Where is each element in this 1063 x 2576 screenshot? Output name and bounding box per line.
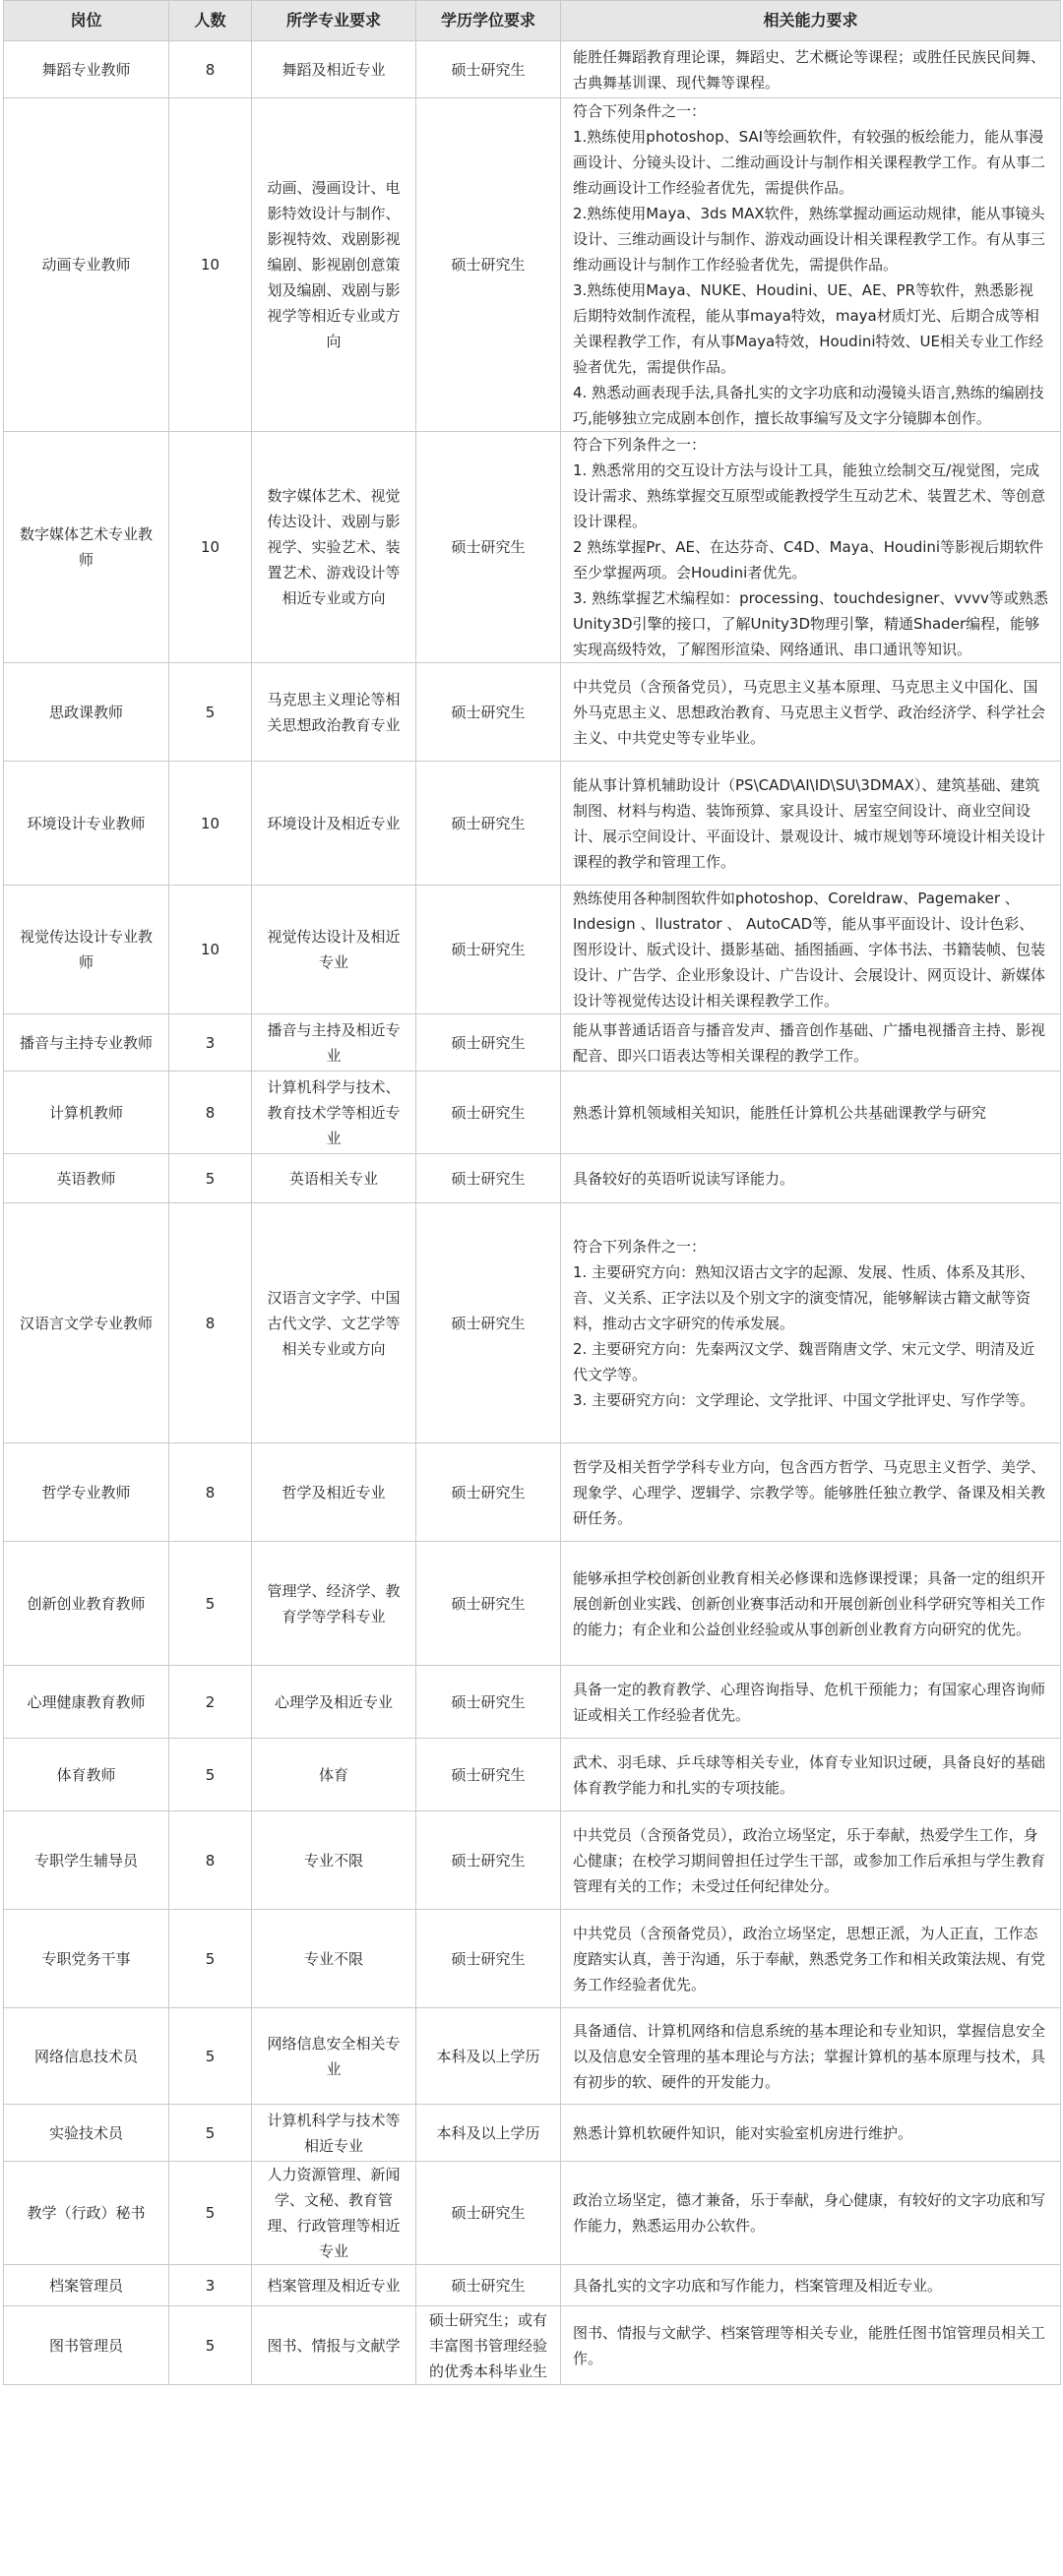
cell-count: 3 bbox=[169, 2265, 252, 2306]
cell-major: 体育 bbox=[252, 1739, 416, 1811]
cell-ability bbox=[561, 1739, 1061, 1811]
cell-degree: 硕士研究生 bbox=[416, 762, 561, 886]
cell-position: 实验技术员 bbox=[4, 2105, 169, 2162]
table-row bbox=[4, 2162, 1061, 2265]
cell-degree: 硕士研究生 bbox=[416, 1739, 561, 1811]
cell-position: 英语教师 bbox=[4, 1154, 169, 1203]
table-row bbox=[4, 2105, 1061, 2162]
ability-line: 具备较好的英语听说读写译能力。 bbox=[573, 1169, 795, 1188]
cell-count: 8 bbox=[169, 1072, 252, 1154]
cell-ability bbox=[561, 1014, 1061, 1072]
cell-position: 教学（行政）秘书 bbox=[4, 2162, 169, 2265]
cell-degree: 硕士研究生 bbox=[416, 1910, 561, 2008]
cell-ability bbox=[561, 886, 1061, 1014]
cell-count: 3 bbox=[169, 1014, 252, 1072]
cell-ability bbox=[561, 2008, 1061, 2105]
cell-count: 8 bbox=[169, 1811, 252, 1910]
cell-position: 视觉传达设计专业教师 bbox=[4, 886, 169, 1014]
ability-line: 具备通信、计算机网络和信息系统的基本理论和专业知识，掌握信息安全以及信息安全管理的基本理论与方法；掌握计算机的基本原理与技术，具有初步的软、硬件的开发能力。 bbox=[573, 2021, 1046, 2091]
ability-line: 2 熟练掌握Pr、AE、在达芬奇、C4D、Maya、Houdini等影视后期软件至少掌握两项。会Houdini者优先。 bbox=[573, 538, 1044, 582]
cell-ability bbox=[561, 2306, 1061, 2385]
cell-count: 5 bbox=[169, 1542, 252, 1666]
table-row bbox=[4, 1154, 1061, 1203]
ability-line: 具备扎实的文字功底和写作能力，档案管理及相近专业。 bbox=[573, 2276, 943, 2295]
table-row bbox=[4, 432, 1061, 663]
cell-major: 计算机科学与技术等相近专业 bbox=[252, 2105, 416, 2162]
table-row bbox=[4, 1072, 1061, 1154]
cell-count: 10 bbox=[169, 432, 252, 663]
cell-count: 5 bbox=[169, 2306, 252, 2385]
cell-major: 马克思主义理论等相关思想政治教育专业 bbox=[252, 663, 416, 762]
ability-line: 武术、羽毛球、乒乓球等相关专业，体育专业知识过硬，具备良好的基础体育教学能力和扎实的专项技能。 bbox=[573, 1752, 1046, 1797]
cell-count: 8 bbox=[169, 1203, 252, 1443]
header-major: 所学专业要求 bbox=[252, 1, 416, 41]
cell-degree: 硕士研究生 bbox=[416, 886, 561, 1014]
cell-degree: 硕士研究生 bbox=[416, 1072, 561, 1154]
table-row bbox=[4, 1811, 1061, 1910]
header-position: 岗位 bbox=[4, 1, 169, 41]
ability-line: 符合下列条件之一： bbox=[573, 1237, 707, 1256]
table-row bbox=[4, 1014, 1061, 1072]
ability-line: 哲学及相关哲学学科专业方向，包含西方哲学、马克思主义哲学、美学、现象学、心理学、逻辑学、宗教学等。能够胜任独立教学、备课及相关教研任务。 bbox=[573, 1457, 1046, 1527]
ability-line: 1.熟练使用photoshop、SAI等绘画软件，有较强的板绘能力，能从事漫画设计、分镜头设计、二维动画设计与制作相关课程教学工作。有从事二维动画设计工作经验者优先，需提供作品。 bbox=[573, 128, 1046, 197]
ability-line: 2.熟练使用Maya、3ds MAX软件，熟练掌握动画运动规律，能从事镜头设计、三维动画设计与制作、游戏动画设计相关课程教学工作。有从事三维动画设计与制作工作经验者优先，需提供作品。 bbox=[573, 205, 1046, 274]
cell-position: 计算机教师 bbox=[4, 1072, 169, 1154]
table-row bbox=[4, 663, 1061, 762]
cell-count: 5 bbox=[169, 2008, 252, 2105]
cell-major: 心理学及相近专业 bbox=[252, 1666, 416, 1739]
cell-count: 5 bbox=[169, 1910, 252, 2008]
cell-degree: 硕士研究生 bbox=[416, 1811, 561, 1910]
cell-position: 哲学专业教师 bbox=[4, 1443, 169, 1542]
ability-line: 3. 熟练掌握艺术编程如：processing、touchdesigner、vvvv等或熟悉Unity3D引擎的接口，了解Unity3D物理引擎，精通Shader编程，能够实现高级特效，了解图形渲染、网络通讯、串口通讯等知识。 bbox=[573, 589, 1048, 658]
cell-major: 档案管理及相近专业 bbox=[252, 2265, 416, 2306]
cell-count: 2 bbox=[169, 1666, 252, 1739]
cell-degree: 硕士研究生 bbox=[416, 1542, 561, 1666]
cell-position: 网络信息技术员 bbox=[4, 2008, 169, 2105]
ability-line: 政治立场坚定，德才兼备，乐于奉献，身心健康，有较好的文字功底和写作能力，熟悉运用办公软件。 bbox=[573, 2191, 1046, 2235]
cell-ability bbox=[561, 2265, 1061, 2306]
header-row bbox=[4, 1, 1061, 41]
cell-position: 动画专业教师 bbox=[4, 98, 169, 432]
cell-ability bbox=[561, 41, 1061, 98]
ability-line: 熟练使用各种制图软件如photoshop、Coreldraw、Pagemaker 、Indesign 、llustrator 、 AutoCAD等，能从事平面设计、设计色彩、图形设计、版式设计、摄影基础、插图插画、字体书法、书籍装帧、包装设计、广告学、企业形象设计、广告设计、会展设计、网页设计、新媒体设计等视觉传达设计相关课程教学工作。 bbox=[573, 889, 1046, 1010]
cell-major: 专业不限 bbox=[252, 1910, 416, 2008]
cell-major: 图书、情报与文献学 bbox=[252, 2306, 416, 2385]
cell-degree: 硕士研究生 bbox=[416, 1443, 561, 1542]
ability-line: 具备一定的教育教学、心理咨询指导、危机干预能力；有国家心理咨询师证或相关工作经验者优先。 bbox=[573, 1680, 1046, 1724]
cell-ability bbox=[561, 1666, 1061, 1739]
cell-position: 体育教师 bbox=[4, 1739, 169, 1811]
cell-count: 5 bbox=[169, 2105, 252, 2162]
cell-count: 8 bbox=[169, 41, 252, 98]
ability-line: 1. 主要研究方向：熟知汉语古文字的起源、发展、性质、体系及其形、音、义关系、正字法以及个别文字的演变情况，能够解读古籍文献等资料，推动古文字研究的传承发展。 bbox=[573, 1262, 1035, 1332]
ability-line: 能够承担学校创新创业教育相关必修课和选修课授课；具备一定的组织开展创新创业实践、创新创业赛事活动和开展创新创业科学研究等相关工作的能力；有企业和公益创业经验或从事创新创业教育方向研究的优先。 bbox=[573, 1568, 1046, 1638]
cell-ability bbox=[561, 1811, 1061, 1910]
table-row bbox=[4, 1443, 1061, 1542]
table-row bbox=[4, 1739, 1061, 1811]
table-row bbox=[4, 2008, 1061, 2105]
cell-major: 汉语言文字学、中国古代文学、文艺学等相关专业或方向 bbox=[252, 1203, 416, 1443]
cell-ability bbox=[561, 663, 1061, 762]
cell-degree: 硕士研究生 bbox=[416, 1203, 561, 1443]
table-row bbox=[4, 1542, 1061, 1666]
cell-ability bbox=[561, 1542, 1061, 1666]
cell-degree: 本科及以上学历 bbox=[416, 2008, 561, 2105]
ability-line: 4. 熟悉动画表现手法,具备扎实的文字功底和动漫镜头语言,熟练的编剧技巧,能够独立完成剧本创作，擅长故事编写及文字分镜脚本创作。 bbox=[573, 384, 1044, 427]
table-row bbox=[4, 2265, 1061, 2306]
ability-line: 1. 熟悉常用的交互设计方法与设计工具，能独立绘制交互/视觉图，完成设计需求、熟练掌握交互原型或能教授学生互动艺术、装置艺术、等创意设计课程。 bbox=[573, 461, 1046, 530]
ability-line: 熟悉计算机软硬件知识，能对实验室机房进行维护。 bbox=[573, 2123, 913, 2142]
cell-degree: 硕士研究生 bbox=[416, 1666, 561, 1739]
cell-position: 档案管理员 bbox=[4, 2265, 169, 2306]
header-degree: 学历学位要求 bbox=[416, 1, 561, 41]
cell-degree: 硕士研究生 bbox=[416, 663, 561, 762]
cell-major: 哲学及相近专业 bbox=[252, 1443, 416, 1542]
cell-count: 5 bbox=[169, 663, 252, 762]
cell-position: 汉语言文学专业教师 bbox=[4, 1203, 169, 1443]
cell-count: 5 bbox=[169, 2162, 252, 2265]
cell-degree: 本科及以上学历 bbox=[416, 2105, 561, 2162]
table-row bbox=[4, 98, 1061, 432]
ability-line: 能从事计算机辅助设计（PS\CAD\AI\ID\SU\3DMAX）、建筑基础、建筑制图、材料与构造、装饰预算、家具设计、居室空间设计、商业空间设计、展示空间设计、平面设计、景观设计、城市规划等环境设计相关设计课程的教学和管理工作。 bbox=[573, 775, 1046, 871]
ability-line: 熟悉计算机领域相关知识，能胜任计算机公共基础课教学与研究 bbox=[573, 1103, 987, 1122]
cell-major: 动画、漫画设计、电影特效设计与制作、影视特效、戏剧影视编剧、影视剧创意策划及编剧、戏剧与影视学等相近专业或方向 bbox=[252, 98, 416, 432]
table-row bbox=[4, 2306, 1061, 2385]
cell-ability bbox=[561, 1072, 1061, 1154]
ability-line: 中共党员（含预备党员），马克思主义基本原理、马克思主义中国化、国外马克思主义、思想政治教育、马克思主义哲学、政治经济学、科学社会主义、中共党史等专业毕业。 bbox=[573, 677, 1046, 747]
ability-line: 能胜任舞蹈教育理论课，舞蹈史、艺术概论等课程；或胜任民族民间舞、古典舞基训课、现代舞等课程。 bbox=[573, 47, 1046, 92]
cell-degree: 硕士研究生 bbox=[416, 41, 561, 98]
cell-major: 视觉传达设计及相近专业 bbox=[252, 886, 416, 1014]
table-row bbox=[4, 1666, 1061, 1739]
cell-ability bbox=[561, 2105, 1061, 2162]
header-ability: 相关能力要求 bbox=[561, 1, 1061, 41]
ability-line: 3. 主要研究方向：文学理论、文学批评、中国文学批评史、写作学等。 bbox=[573, 1390, 1035, 1409]
cell-position: 专职学生辅导员 bbox=[4, 1811, 169, 1910]
ability-line: 图书、情报与文献学、档案管理等相关专业，能胜任图书馆管理员相关工作。 bbox=[573, 2323, 1046, 2367]
ability-line: 2. 主要研究方向：先秦两汉文学、魏晋隋唐文学、宋元文学、明清及近代文学等。 bbox=[573, 1339, 1035, 1383]
ability-line: 3.熟练使用Maya、NUKE、Houdini、UE、AE、PR等软件，熟悉影视后期特效制作流程，能从事maya特效，maya材质灯光、后期合成等相关课程教学工作，有从事Maya特效，Houdini特效、UE相关专业工作经验者优先，需提供作品。 bbox=[573, 281, 1043, 376]
cell-degree: 硕士研究生 bbox=[416, 1154, 561, 1203]
cell-degree: 硕士研究生 bbox=[416, 98, 561, 432]
ability-line: 中共党员（含预备党员），政治立场坚定，思想正派，为人正直，工作态度踏实认真，善于沟通，乐于奉献，熟悉党务工作和相关政策法规、有党务工作经验者优先。 bbox=[573, 1924, 1046, 1993]
cell-major: 播音与主持及相近专业 bbox=[252, 1014, 416, 1072]
cell-count: 10 bbox=[169, 762, 252, 886]
cell-count: 10 bbox=[169, 98, 252, 432]
cell-ability bbox=[561, 1443, 1061, 1542]
cell-count: 5 bbox=[169, 1739, 252, 1811]
cell-position: 思政课教师 bbox=[4, 663, 169, 762]
cell-major: 数字媒体艺术、视觉传达设计、戏剧与影视学、实验艺术、装置艺术、游戏设计等相近专业或方向 bbox=[252, 432, 416, 663]
header-count: 人数 bbox=[169, 1, 252, 41]
cell-count: 10 bbox=[169, 886, 252, 1014]
table-row bbox=[4, 41, 1061, 98]
cell-ability bbox=[561, 432, 1061, 663]
table-row bbox=[4, 1203, 1061, 1443]
cell-ability bbox=[561, 762, 1061, 886]
recruitment-table bbox=[3, 0, 1061, 2385]
ability-line: 能从事普通话语音与播音发声、播音创作基础、广播电视播音主持、影视配音、即兴口语表达等相关课程的教学工作。 bbox=[573, 1020, 1046, 1065]
cell-position: 数字媒体艺术专业教师 bbox=[4, 432, 169, 663]
cell-ability bbox=[561, 98, 1061, 432]
cell-position: 专职党务干事 bbox=[4, 1910, 169, 2008]
cell-ability bbox=[561, 1203, 1061, 1443]
cell-position: 环境设计专业教师 bbox=[4, 762, 169, 886]
cell-major: 人力资源管理、新闻学、文秘、教育管理、行政管理等相近专业 bbox=[252, 2162, 416, 2265]
ability-line: 符合下列条件之一： bbox=[573, 436, 707, 454]
cell-position: 播音与主持专业教师 bbox=[4, 1014, 169, 1072]
cell-position: 心理健康教育教师 bbox=[4, 1666, 169, 1739]
cell-ability bbox=[561, 1910, 1061, 2008]
cell-degree: 硕士研究生 bbox=[416, 2265, 561, 2306]
cell-position: 舞蹈专业教师 bbox=[4, 41, 169, 98]
table-row bbox=[4, 886, 1061, 1014]
cell-degree: 硕士研究生；或有丰富图书管理经验的优秀本科毕业生 bbox=[416, 2306, 561, 2385]
cell-major: 计算机科学与技术、教育技术学等相近专业 bbox=[252, 1072, 416, 1154]
cell-degree: 硕士研究生 bbox=[416, 432, 561, 663]
cell-position: 创新创业教育教师 bbox=[4, 1542, 169, 1666]
cell-major: 管理学、经济学、教育学等学科专业 bbox=[252, 1542, 416, 1666]
cell-major: 英语相关专业 bbox=[252, 1154, 416, 1203]
table-row bbox=[4, 1910, 1061, 2008]
cell-count: 5 bbox=[169, 1154, 252, 1203]
table-row bbox=[4, 762, 1061, 886]
table-body bbox=[4, 41, 1061, 2385]
cell-major: 网络信息安全相关专业 bbox=[252, 2008, 416, 2105]
ability-line: 中共党员（含预备党员），政治立场坚定，乐于奉献，热爱学生工作，身心健康；在校学习期间曾担任过学生干部，或参加工作后承担与学生教育管理有关的工作；未受过任何纪律处分。 bbox=[573, 1825, 1046, 1895]
ability-line: 符合下列条件之一： bbox=[573, 102, 707, 120]
cell-ability bbox=[561, 1154, 1061, 1203]
cell-degree: 硕士研究生 bbox=[416, 1014, 561, 1072]
cell-major: 环境设计及相近专业 bbox=[252, 762, 416, 886]
cell-ability bbox=[561, 2162, 1061, 2265]
cell-degree: 硕士研究生 bbox=[416, 2162, 561, 2265]
cell-count: 8 bbox=[169, 1443, 252, 1542]
cell-major: 舞蹈及相近专业 bbox=[252, 41, 416, 98]
cell-position: 图书管理员 bbox=[4, 2306, 169, 2385]
cell-major: 专业不限 bbox=[252, 1811, 416, 1910]
